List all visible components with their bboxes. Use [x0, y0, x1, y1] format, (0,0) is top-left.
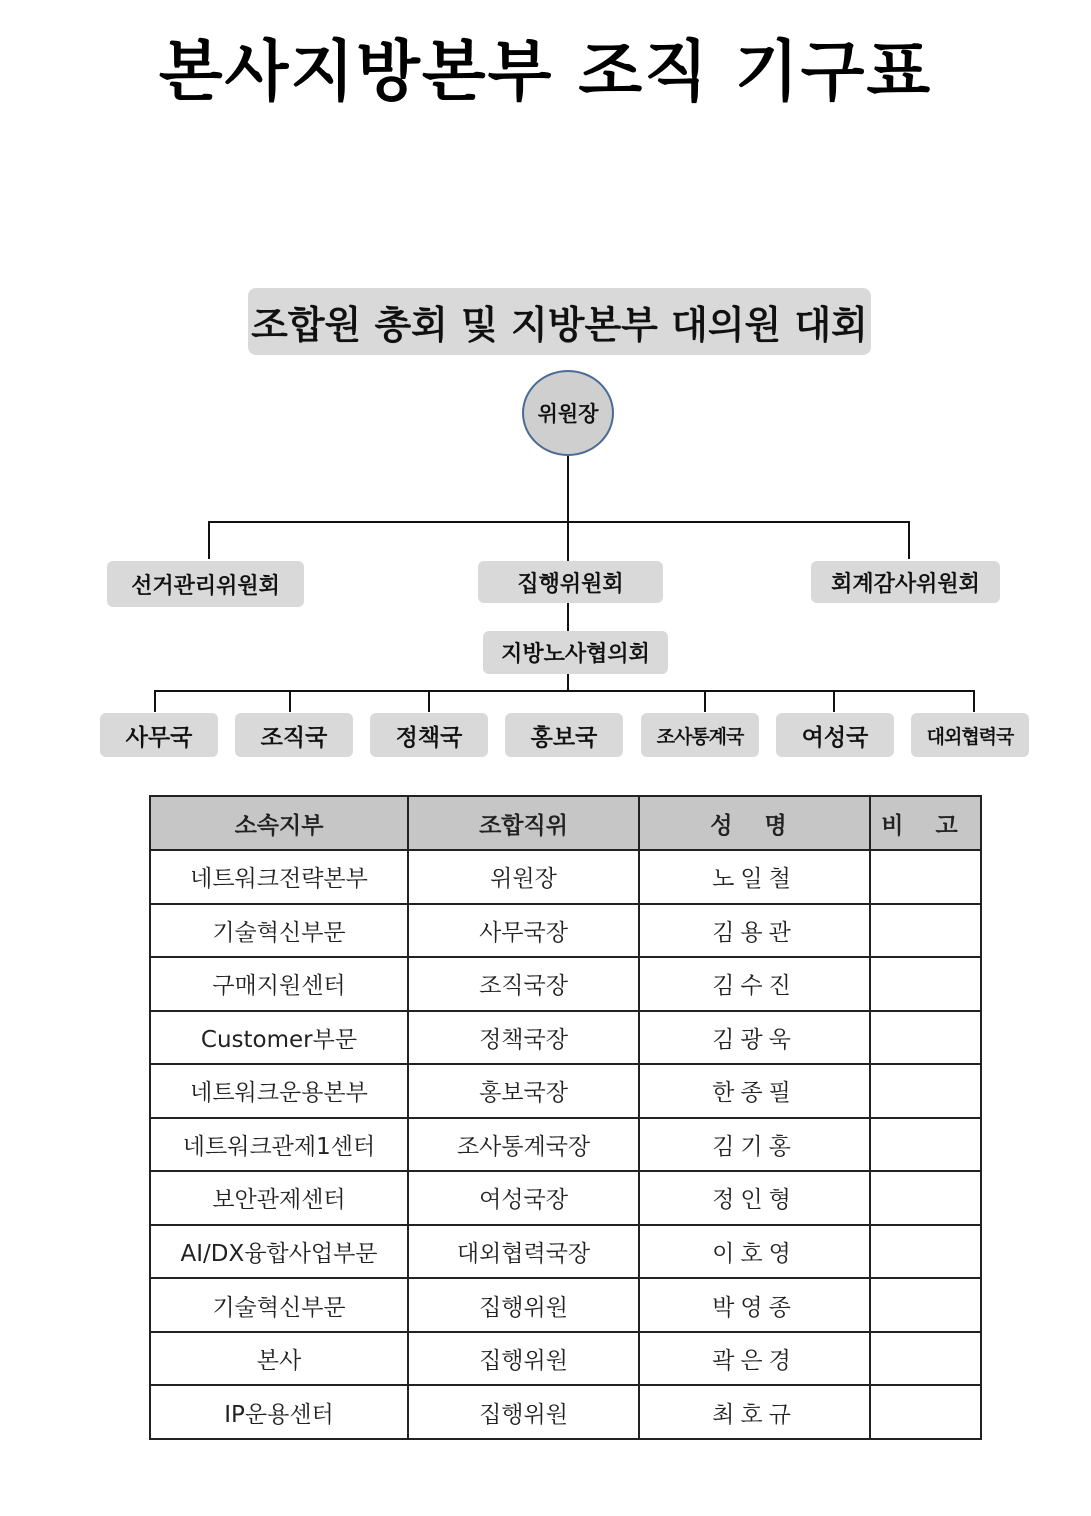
table-row: [150, 1011, 981, 1065]
table-header-row: [150, 796, 981, 850]
election-committee-box: 선거관리위원회: [107, 561, 304, 607]
cell-name: 노일철: [639, 850, 870, 904]
cell-position: 조사통계국장: [408, 1118, 639, 1172]
bureau-administration: 사무국: [100, 713, 218, 757]
connector-bureau-5: [704, 690, 706, 712]
cell-position: 집행위원: [408, 1278, 639, 1332]
cell-name: 박영종: [639, 1278, 870, 1332]
connector-bureau-bar: [154, 690, 975, 692]
cell-remarks: [870, 904, 981, 958]
bureau-women: 여성국: [776, 713, 894, 757]
connector-bureau-1: [154, 690, 156, 712]
table-row: [150, 1385, 981, 1439]
table-row: [150, 1278, 981, 1332]
connector-bureau-3: [428, 690, 430, 712]
chairman-node: 위원장: [522, 370, 614, 456]
general-assembly-box: 조합원 총회 및 지방본부 대의원 대회: [248, 288, 871, 355]
cell-position: 위원장: [408, 850, 639, 904]
connector-committee-left: [208, 521, 210, 559]
cell-branch: 네트워크관제1센터: [150, 1118, 408, 1172]
cell-name: 정인형: [639, 1171, 870, 1225]
cell-position: 사무국장: [408, 904, 639, 958]
header-remarks: 비 고: [870, 796, 981, 850]
officer-table: [149, 795, 982, 1440]
cell-branch: 네트워크전략본부: [150, 850, 408, 904]
cell-remarks: [870, 850, 981, 904]
bureau-public-relations: 홍보국: [505, 713, 623, 757]
header-position: 조합직위: [408, 796, 639, 850]
connector-exec-to-council: [567, 603, 569, 631]
cell-name: 김광욱: [639, 1011, 870, 1065]
connector-chair-down: [567, 456, 569, 562]
table-row: [150, 957, 981, 1011]
cell-name: 최호규: [639, 1385, 870, 1439]
table-row: [150, 1118, 981, 1172]
bureau-external-cooperation: 대외협력국: [911, 713, 1029, 757]
cell-branch: IP운용센터: [150, 1385, 408, 1439]
cell-position: 집행위원: [408, 1385, 639, 1439]
cell-remarks: [870, 1064, 981, 1118]
connector-committee-bar: [208, 521, 910, 523]
labor-council-box: 지방노사협의회: [483, 631, 668, 674]
connector-council-down: [567, 674, 569, 691]
cell-position: 대외협력국장: [408, 1225, 639, 1279]
table-row: [150, 1225, 981, 1279]
cell-remarks: [870, 1278, 981, 1332]
executive-committee-box: 집행위원회: [478, 561, 663, 603]
cell-branch: 본사: [150, 1332, 408, 1386]
cell-name: 한종필: [639, 1064, 870, 1118]
cell-branch: 구매지원센터: [150, 957, 408, 1011]
connector-committee-right: [908, 521, 910, 559]
cell-position: 홍보국장: [408, 1064, 639, 1118]
header-name: 성 명: [639, 796, 870, 850]
bureau-research-statistics: 조사통계국: [641, 713, 759, 757]
cell-remarks: [870, 1385, 981, 1439]
cell-branch: Customer부문: [150, 1011, 408, 1065]
table-row: [150, 1064, 981, 1118]
cell-name: 김기홍: [639, 1118, 870, 1172]
table-row: [150, 904, 981, 958]
audit-committee-box: 회계감사위원회: [811, 561, 1000, 603]
table-row: [150, 1332, 981, 1386]
cell-remarks: [870, 1225, 981, 1279]
cell-remarks: [870, 957, 981, 1011]
cell-position: 집행위원: [408, 1332, 639, 1386]
bureau-organization: 조직국: [235, 713, 353, 757]
table-row: [150, 1171, 981, 1225]
page-title: 본사지방본부 조직 기구표: [158, 33, 933, 110]
cell-name: 이호영: [639, 1225, 870, 1279]
cell-remarks: [870, 1118, 981, 1172]
header-branch: 소속지부: [150, 796, 408, 850]
cell-position: 조직국장: [408, 957, 639, 1011]
cell-branch: 네트워크운용본부: [150, 1064, 408, 1118]
cell-branch: AI/DX융합사업부문: [150, 1225, 408, 1279]
cell-branch: 기술혁신부문: [150, 1278, 408, 1332]
cell-branch: 기술혁신부문: [150, 904, 408, 958]
bureau-policy: 정책국: [370, 713, 488, 757]
cell-remarks: [870, 1011, 981, 1065]
cell-branch: 보안관제센터: [150, 1171, 408, 1225]
cell-name: 곽은경: [639, 1332, 870, 1386]
connector-bureau-2: [289, 690, 291, 712]
cell-position: 여성국장: [408, 1171, 639, 1225]
table-row: [150, 850, 981, 904]
cell-remarks: [870, 1171, 981, 1225]
cell-remarks: [870, 1332, 981, 1386]
cell-position: 정책국장: [408, 1011, 639, 1065]
connector-bureau-7: [973, 690, 975, 712]
cell-name: 김수진: [639, 957, 870, 1011]
cell-name: 김용관: [639, 904, 870, 958]
connector-bureau-6: [833, 690, 835, 712]
